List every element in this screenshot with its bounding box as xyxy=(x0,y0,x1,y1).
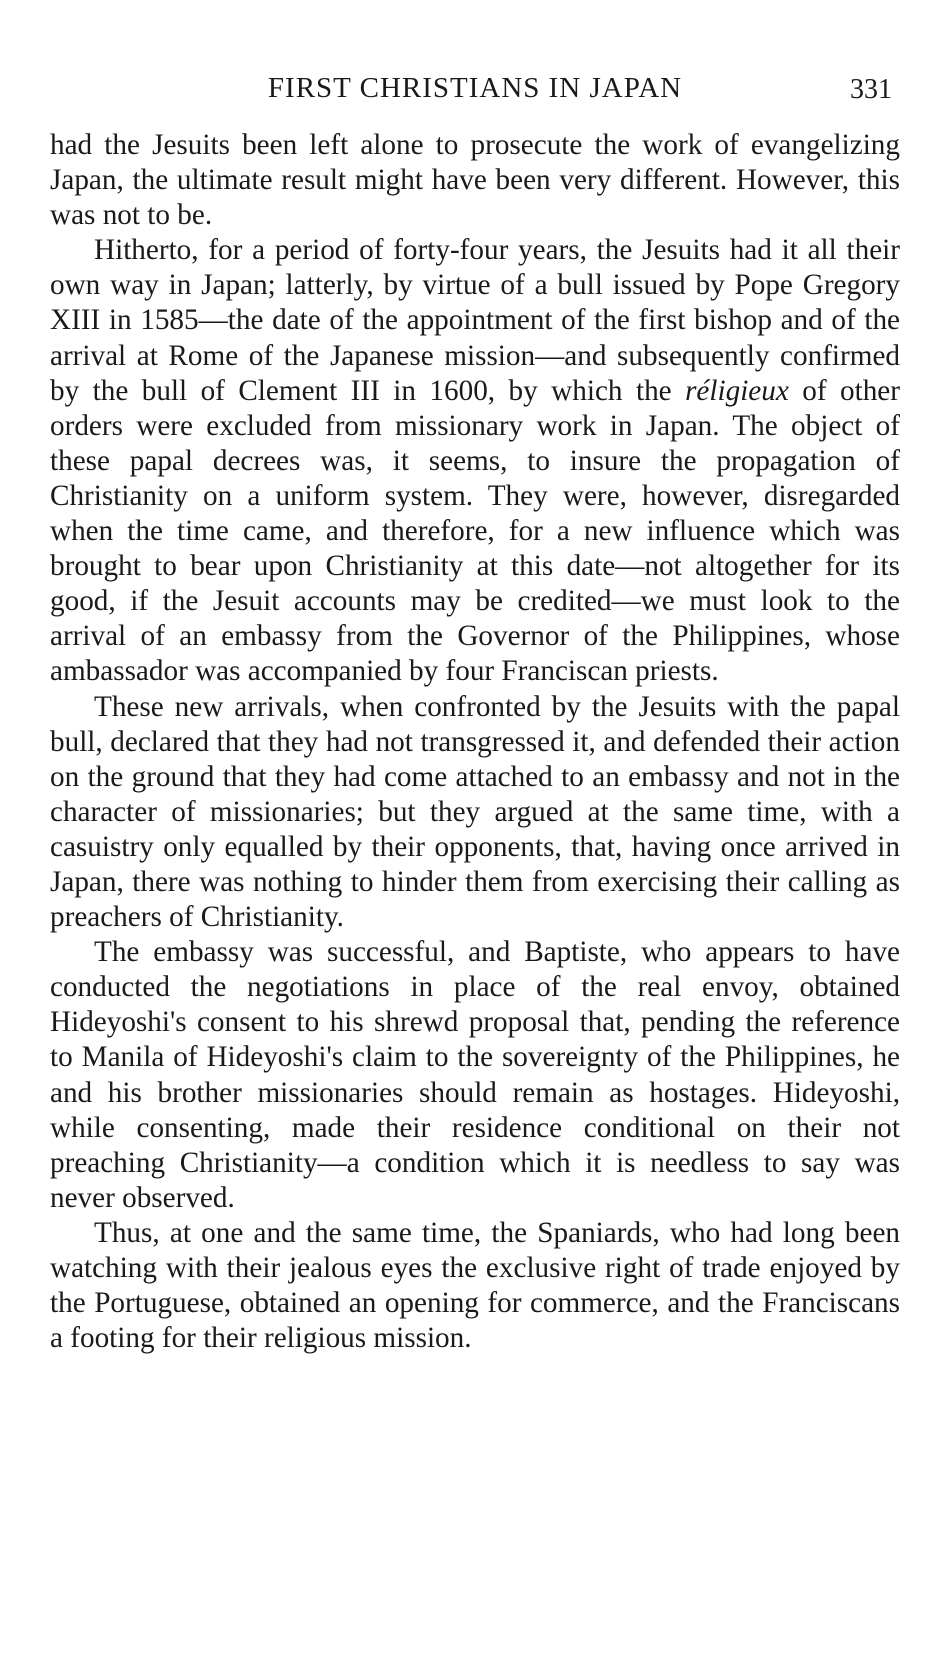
paragraph-5: Thus, at one and the same time, the Spaniards, who had long been watching with their jealous eyes the exclusive right of trade enjoyed by the Portuguese, obtained an opening for commerce, and the Franciscans a footing for their religious mission. xyxy=(50,1216,900,1355)
body-text xyxy=(50,128,900,1356)
running-head xyxy=(50,72,900,116)
paragraph-2-text-after: of other orders were excluded from missionary work in Japan. The object of these papal decrees was, it seems, to insure the propagation of Christianity on a uniform system. They were, however, disregarded when the time came, and therefore, for a new influence which was brought to bear upon Christianity at this date—not altogether for its good, if the Jesuit accounts may be credited—we must look to the arrival of an embassy from the Governor of the Philippines, whose ambassador was accompanied by four Franciscan priests. xyxy=(50,374,900,688)
paragraph-2-italic-term: réligieux xyxy=(685,374,789,407)
paragraph-2 xyxy=(50,233,900,689)
paragraph-2-text-before: Hitherto, for a period of forty-four years, the Jesuits had it all their own way in Japan; latterly, by virtue of a bull issued by Pope Gregory XIII in 1585—the date of the appointment of the first bishop and of the arrival at Rome of the Japanese mission—and subsequently confirmed by the bull of Clement III in 1600, by which the xyxy=(50,234,900,407)
running-title: FIRST CHRISTIANS IN JAPAN xyxy=(267,72,683,104)
paragraph-1: had the Jesuits been left alone to prosecute the work of evangelizing Japan, the ultimate result might have been very different. However, this was not to be. xyxy=(50,129,900,232)
paragraph-3: These new arrivals, when confronted by the Jesuits with the papal bull, declared that they had not transgressed it, and defended their action on the ground that they had come attached to an embassy and not in the character of missionaries; but they argued at the same time, with a casuistry only equalled by their opponents, that, having once arrived in Japan, there was nothing to hinder them from exercising their calling as preachers of Christianity. xyxy=(50,690,900,934)
page-number: 331 xyxy=(850,74,892,105)
paragraph-4: The embassy was successful, and Baptiste, who appears to have conducted the negotiations in place of the real envoy, obtained Hideyoshi's consent to his shrewd proposal that, pending the reference to Manila of Hideyoshi's claim to the sovereignty of the Philippines, he and his brother missionaries should remain as hostages. Hideyoshi, while consenting, made their residence conditional on their not preaching Christianity—a condition which it is needless to say was never observed. xyxy=(50,936,900,1214)
